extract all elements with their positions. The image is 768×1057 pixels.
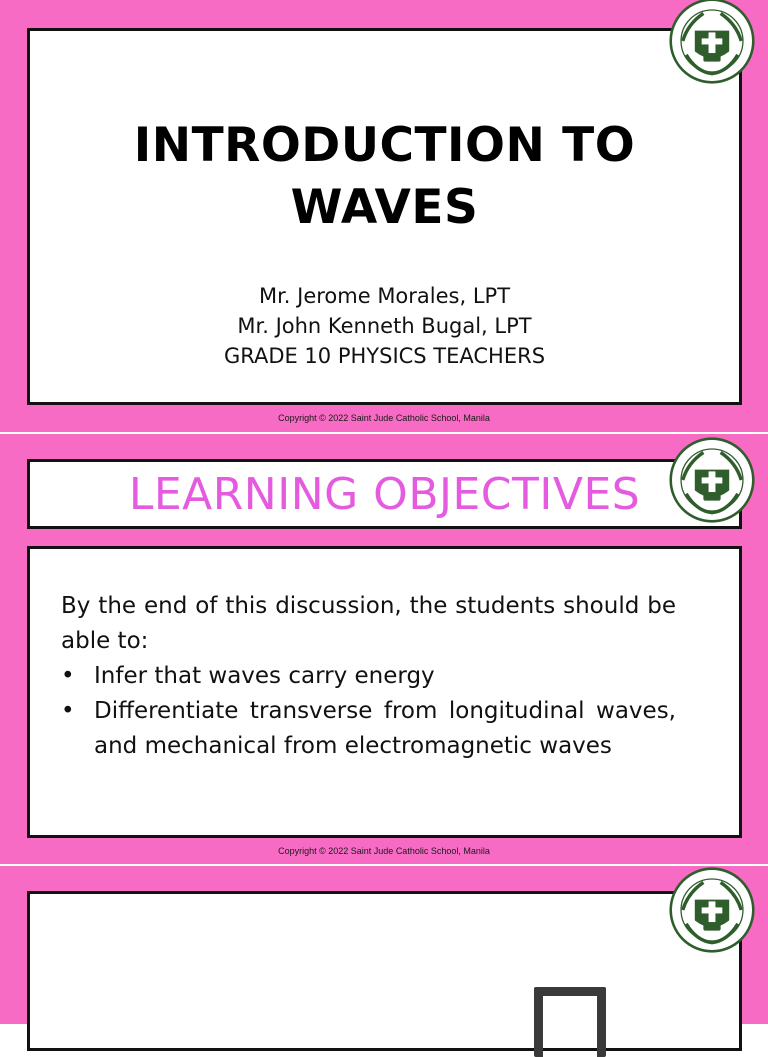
objectives-heading-card [27, 459, 742, 529]
school-seal-icon [669, 437, 755, 523]
objective-2: Differentiate transverse from longitudinal waves, and mechanical from electromagnetic waves [94, 698, 676, 759]
school-seal-icon [669, 867, 755, 953]
presentation-title [30, 115, 739, 239]
objectives-card [27, 546, 742, 838]
slide-title [0, 0, 768, 432]
frame-illustration [534, 987, 606, 1057]
author-list [30, 281, 739, 371]
objectives-list [61, 659, 676, 764]
slide-next [0, 866, 768, 1024]
author-role: GRADE 10 PHYSICS TEACHERS [223, 344, 546, 368]
objective-1: Infer that waves carry energy [94, 663, 435, 689]
bullet-icon: • [61, 663, 75, 689]
list-item [61, 694, 676, 764]
title-line-1: INTRODUCTION TO [133, 118, 636, 173]
author-1: Mr. Jerome Morales, LPT [258, 284, 511, 308]
list-item [61, 659, 676, 694]
school-seal-icon [669, 0, 755, 84]
copyright-notice: Copyright © 2022 Saint Jude Catholic School, Manila [278, 413, 490, 423]
title-card [27, 28, 742, 405]
content-card [27, 891, 742, 1051]
objectives-content [61, 589, 676, 764]
author-2: Mr. John Kenneth Bugal, LPT [237, 314, 532, 338]
copyright-notice: Copyright © 2022 Saint Jude Catholic School, Manila [278, 846, 490, 856]
slide-objectives [0, 434, 768, 864]
bullet-icon: • [61, 698, 75, 724]
objectives-intro: By the end of this discussion, the students should be able to: [61, 593, 676, 654]
objectives-heading: LEARNING OBJECTIVES [128, 469, 641, 520]
title-line-2: WAVES [290, 180, 479, 235]
